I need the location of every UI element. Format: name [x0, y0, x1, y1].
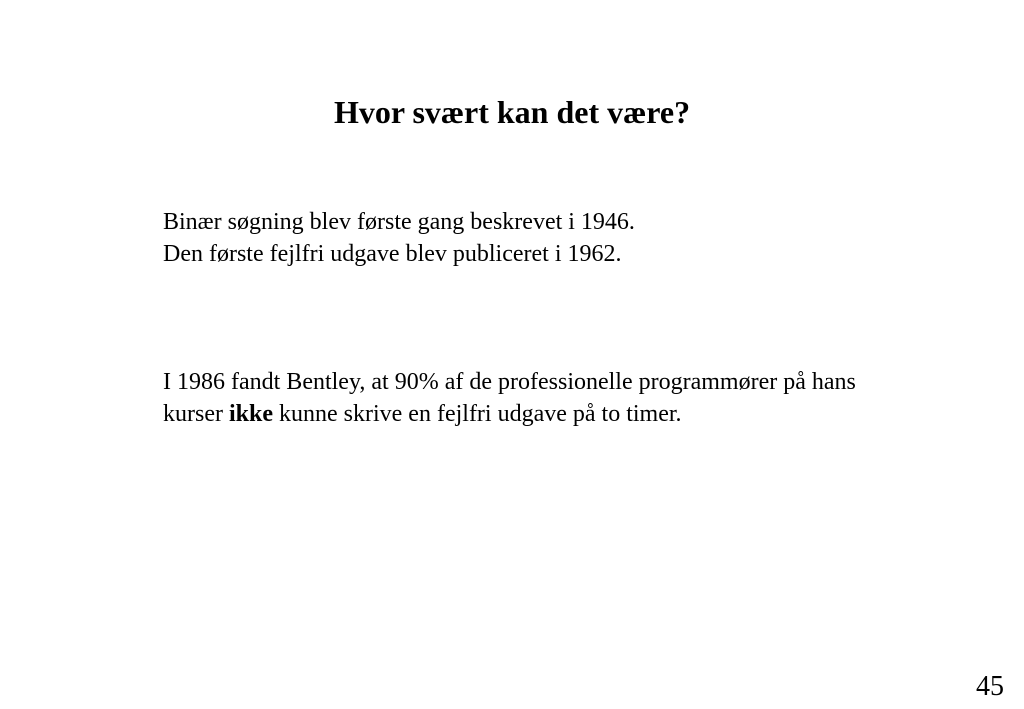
paragraph-bentley-line-2: [163, 398, 856, 430]
paragraph-bentley-line-1: I 1986 fandt Bentley, at 90% af de professionelle programmører på hans: [163, 369, 856, 395]
paragraph-history-line-1: Binær søgning blev første gang beskrevet i 1946.: [163, 209, 635, 235]
paragraph-bentley: [163, 366, 856, 430]
paragraph-history-line-2: Den første fejlfri udgave blev publiceret i 1962.: [163, 241, 622, 267]
slide-title: Hvor svært kan det være?: [333, 94, 691, 130]
paragraph-bentley-text-before: kurser: [163, 401, 229, 427]
paragraph-history: [163, 206, 635, 270]
page-number: 45: [976, 671, 1004, 702]
paragraph-bentley-text-after: kunne skrive en fejlfri udgave på to timer.: [273, 401, 682, 427]
emphasis-ikke: ikke: [228, 401, 273, 427]
